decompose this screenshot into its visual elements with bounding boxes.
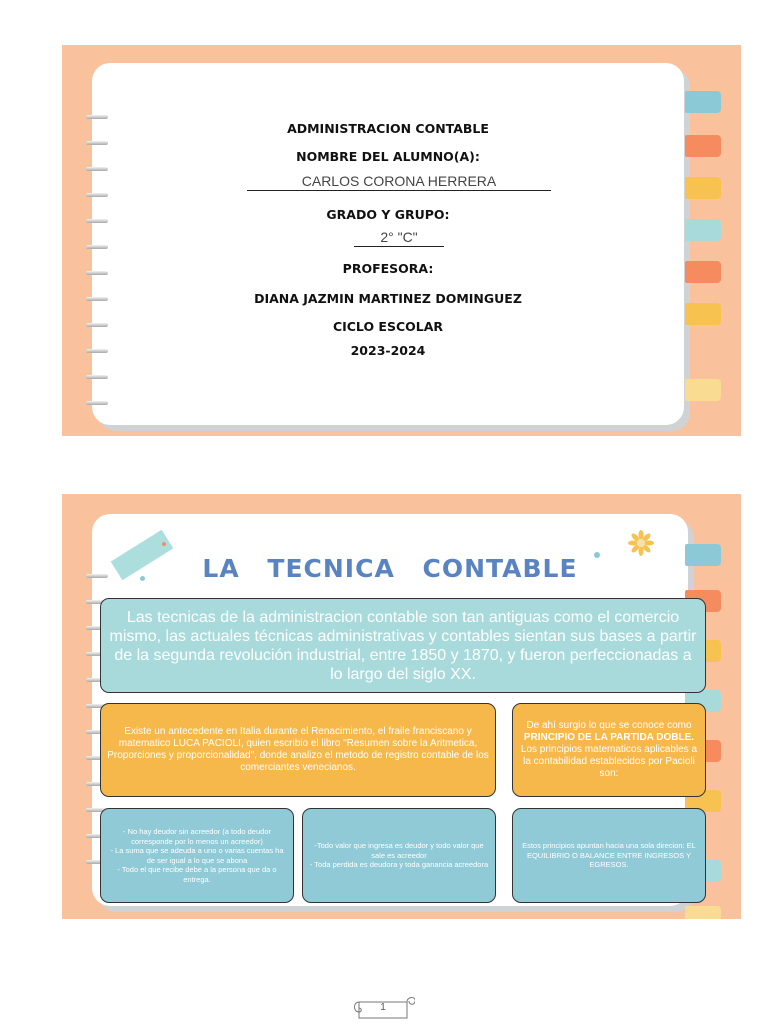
antecedent-text: Existe un antecedente en Italia durante el Renacimiento, el fraile franciscano y matematico LUCA PACIOLI, quien escribio el libro "Resumen sobre la Aritmetica, Proporciones y proporcionalidad", donde analizo el metodo de registro contable de los comerciantes venecianos. (107, 726, 489, 773)
teacher-label: PROFESORA: (342, 261, 434, 276)
ring (86, 323, 108, 327)
group-label: GRADO Y GRUPO: (326, 207, 450, 222)
intro-box (100, 598, 706, 693)
dot-decoration (162, 542, 166, 546)
cycle-label: CICLO ESCOLAR (332, 319, 444, 334)
principle-name: PRINCIPIO DE LA PARTIDA DOBLE. (523, 732, 695, 743)
ring (86, 219, 108, 223)
student-label: NOMBRE DEL ALUMNO(A): (296, 149, 480, 164)
principle-text (519, 720, 699, 780)
student-name: CARLOS CORONA HERRERA (247, 173, 551, 191)
ring (86, 141, 108, 145)
ring (86, 193, 108, 197)
ring (86, 115, 108, 119)
ring (86, 349, 108, 353)
principle-text-lead: De ahí surgio lo que se conoce como (526, 720, 692, 731)
index-tab (685, 91, 721, 113)
index-tab (685, 135, 721, 157)
rule-item: - No hay deudor sin acreedor (a todo deudor corresponde por lo menos un acreedor) (122, 827, 271, 846)
rules-list-2 (309, 841, 489, 870)
index-tab (685, 303, 721, 325)
index-tab (685, 544, 721, 566)
notebook-page (92, 63, 684, 425)
rule-item: - La suma que se adeuda a uno o varias cuentas ha de ser igual a lo que se abona (110, 846, 284, 865)
index-tab (685, 219, 721, 241)
ring (86, 375, 108, 379)
principle-box (512, 703, 706, 797)
page-number-badge (351, 996, 415, 1020)
page-number: 1 (380, 1002, 386, 1013)
flower-icon (628, 530, 654, 556)
group-value: 2° "C" (354, 229, 444, 247)
intro-text: Las tecnicas de la administracion contable son tan antiguas como el comercio mismo, las actuales técnicas administrativas y contables sientan sus bases a partir de la segunda revolución industrial, entre 1850 y 1870, y fueron perfeccionadas a lo largo del siglo XX. (109, 608, 697, 683)
slide-title: LA TECNICA CONTABLE (202, 554, 578, 583)
rule-item: - Toda perdida es deudora y toda ganancia acreedora (309, 860, 489, 870)
teacher-name: DIANA JAZMIN MARTINEZ DOMINGUEZ (254, 291, 522, 306)
rule-item: -Todo valor que ingresa es deudor y todo valor que sale es acreedor (314, 841, 484, 860)
index-tab (685, 261, 721, 283)
conclusion-box (512, 808, 706, 903)
conclusion-text: Estos principios apuntan hacia una sola direcion: EL EQUILIBRIO O BALANCE ENTRE INGRESOS Y EGRESOS. (522, 841, 696, 870)
ring (86, 574, 108, 578)
ring (86, 167, 108, 171)
principle-text-tail: Los principios matematicos aplicables a la contabilidad establecidos por Pacioli son: (520, 744, 698, 779)
course-title: ADMINISTRACION CONTABLE (287, 121, 489, 136)
rule-item: - Todo el que recibe debe a la persona que da o entrega. (117, 865, 277, 884)
rules-list-1 (107, 827, 287, 884)
content-slide (62, 494, 741, 919)
index-tab (685, 177, 721, 199)
rules-box-2 (302, 808, 496, 903)
antecedent-box (100, 703, 496, 797)
ring (86, 401, 108, 405)
index-tab (685, 379, 721, 401)
cover-slide (62, 45, 741, 436)
cycle-value: 2023-2024 (350, 343, 426, 358)
index-tab (685, 906, 721, 919)
rules-box-1 (100, 808, 294, 903)
ring (86, 297, 108, 301)
ring (86, 245, 108, 249)
ring (86, 271, 108, 275)
